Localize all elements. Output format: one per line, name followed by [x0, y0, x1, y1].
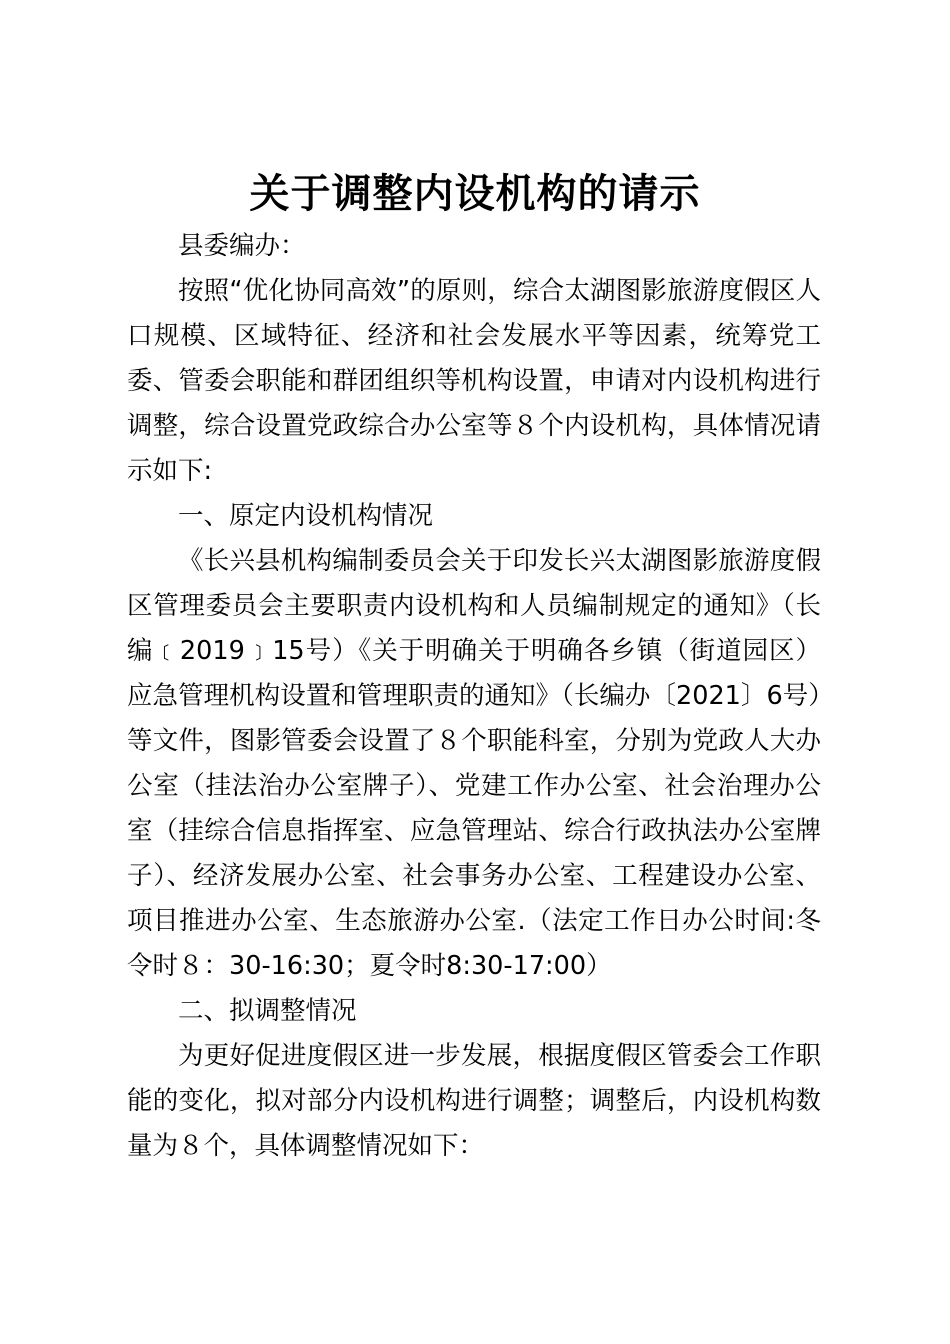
document-body — [127, 224, 821, 1169]
salutation: 县委编办： — [178, 231, 306, 261]
section-heading-2: 二、拟调整情况 — [178, 996, 357, 1026]
paragraph-original-structure: 《长兴县机构编制委员会关于印发长兴太湖图影旅游度假区管理委员会主要职责内设机构和人员编制规定的通知》（长编﹝2019﹞15号）《关于明确关于明确各乡镇（街道园区）应急管理机构设置和管理职责的通知》（长编办〔2021〕6号）等文件，图影管委会设置了８个职能科室，分别为党政人大办公室（挂法治办公室牌子）、党建工作办公室、社会治理办公室（挂综合信息指挥室、应急管理站、综合行政执法办公室牌子）、经济发展办公室、社会事务办公室、工程建设办公室、项目推进办公室、生态旅游办公室.（法定工作日办公时间:冬令时８：30-16:30；夏令时8:30-17:00） — [127, 546, 821, 981]
document-title: 关于调整内设机构的请示 — [249, 171, 701, 217]
paragraph-intro: 按照“优化协同高效”的原则，综合太湖图影旅游度假区人口规模、区域特征、经济和社会发展水平等因素，统筹党工委、管委会职能和群团组织等机构设置，申请对内设机构进行调整，综合设置党政综合办公室等８个内设机构，具体情况请示如下: — [127, 276, 821, 486]
section-heading-1: 一、原定内设机构情况 — [178, 501, 434, 531]
paragraph-proposed-adjustment: 为更好促进度假区进一步发展，根据度假区管委会工作职能的变化，拟对部分内设机构进行调整；调整后，内设机构数量为８个，具体调整情况如下： — [127, 1041, 821, 1161]
